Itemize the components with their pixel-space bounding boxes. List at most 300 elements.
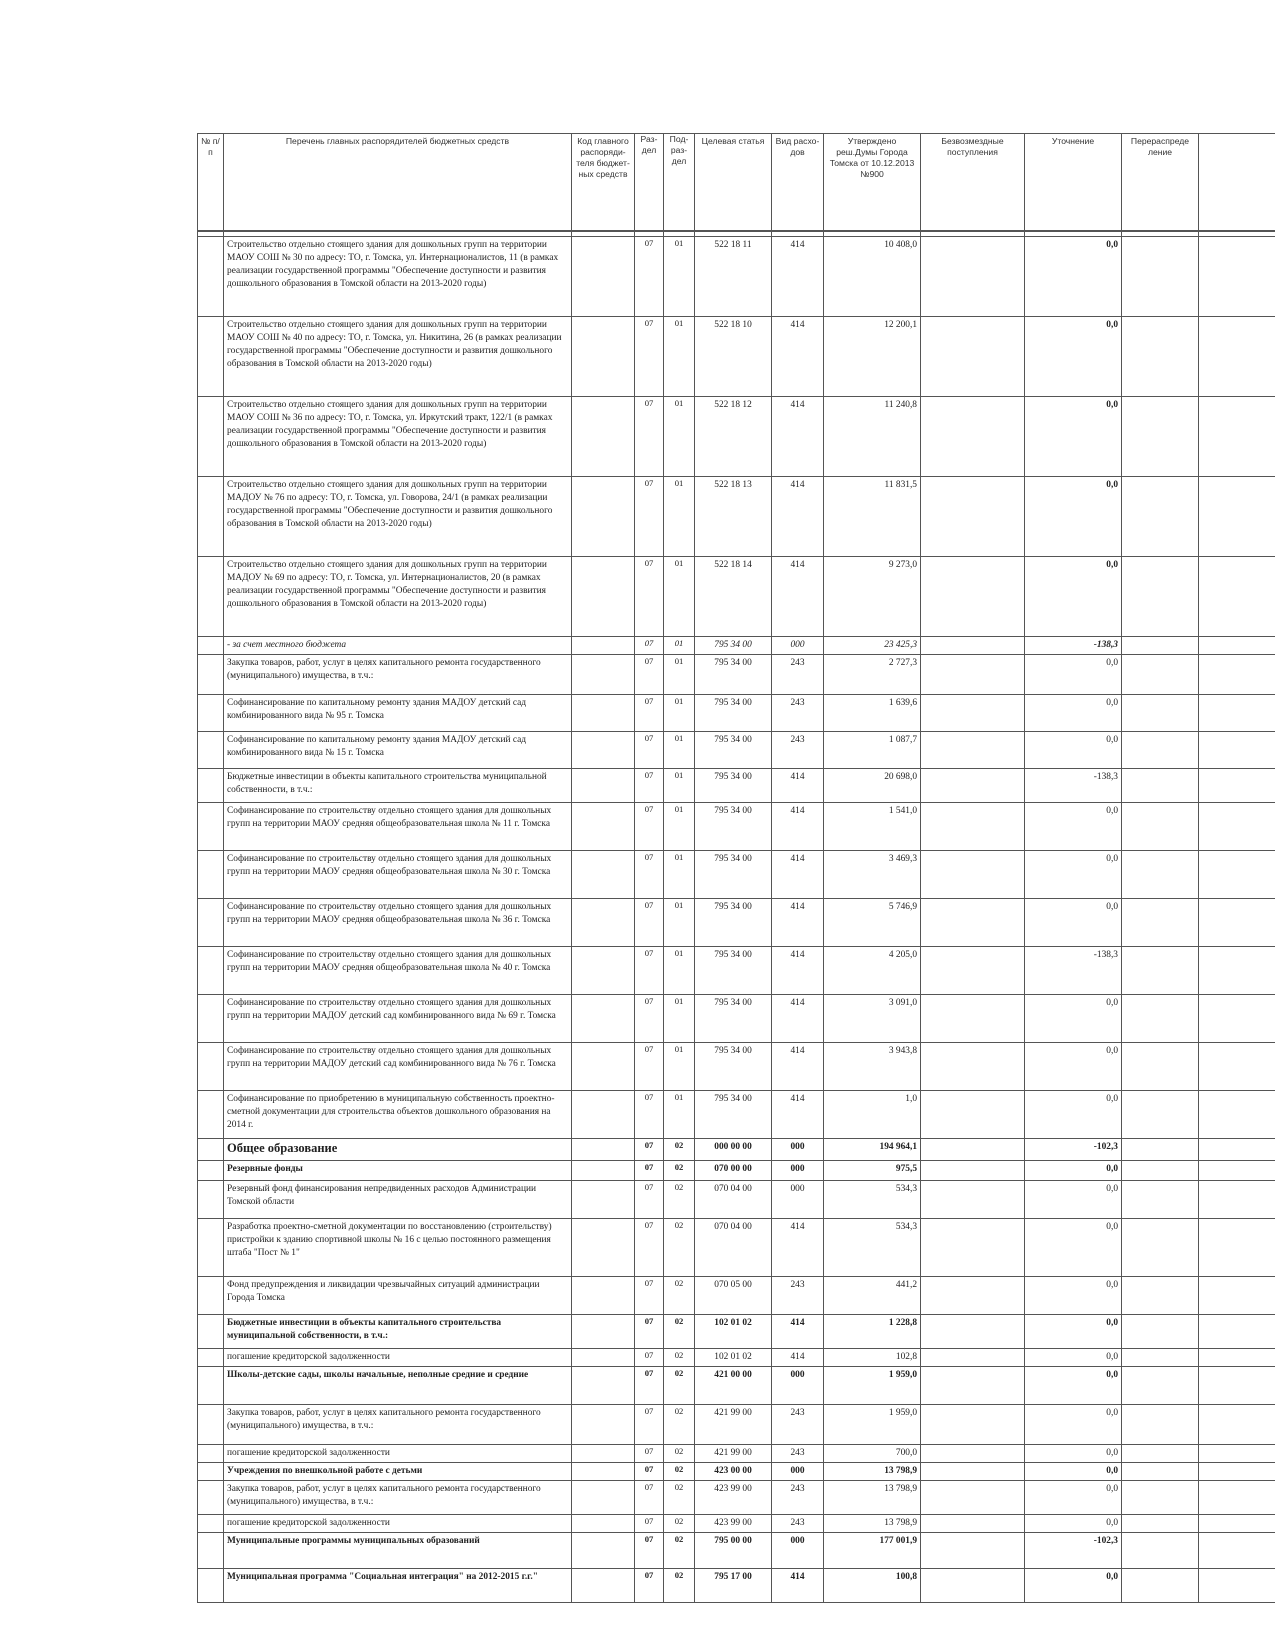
adjustment-cell: 0,0 xyxy=(1025,1569,1122,1603)
adjustment-cell: 0,0 xyxy=(1025,899,1122,947)
adjustment-cell: 0,0 xyxy=(1025,732,1122,769)
target-cell: 423 99 00 xyxy=(695,1515,772,1533)
extra-cell xyxy=(1199,695,1275,732)
adjustment-cell: 0,0 xyxy=(1025,557,1122,637)
name-cell: Резервный фонд финансирования непредвиденных расходов Администрации Томской области xyxy=(224,1181,572,1219)
header-section: Раз- дел xyxy=(635,134,664,232)
table-row xyxy=(198,851,1275,899)
num-cell xyxy=(198,1463,224,1481)
expense-type-cell: 414 xyxy=(772,1219,824,1277)
num-cell xyxy=(198,947,224,995)
num-cell xyxy=(198,1091,224,1139)
name-cell: Закупка товаров, работ, услуг в целях капитального ремонта государственного (муниципального) имущества, в т.ч.: xyxy=(224,1405,572,1445)
redistribution-cell xyxy=(1122,1463,1199,1481)
name-cell: Строительство отдельно стоящего здания для дошкольных групп на территории МАДОУ № 76 по адресу: ТО, г. Томска, ул. Говорова, 24/1 (в рамках реализации государственной программы "Обеспечение доступности и развития дошкольного образования в Томской области на 2013-2020 годы) xyxy=(224,477,572,557)
redistribution-cell xyxy=(1122,655,1199,695)
table-row xyxy=(198,803,1275,851)
num-cell xyxy=(198,1277,224,1315)
section-cell: 07 xyxy=(635,851,664,899)
expense-type-cell: 243 xyxy=(772,1277,824,1315)
approved-cell: 3 091,0 xyxy=(824,995,921,1043)
budget-table xyxy=(197,133,1275,1603)
expense-type-cell: 414 xyxy=(772,317,824,397)
approved-cell: 5 746,9 xyxy=(824,899,921,947)
name-cell: Софинансирование по приобретению в муниципальную собственность проектно-сметной документации для строительства объектов дошкольного образования на 2014 г. xyxy=(224,1091,572,1139)
name-cell: Софинансирование по капитальному ремонту здания МАДОУ детский сад комбинированного вида № 95 г. Томска xyxy=(224,695,572,732)
subsection-cell: 02 xyxy=(664,1569,695,1603)
extra-cell xyxy=(1199,1277,1275,1315)
redistribution-cell xyxy=(1122,1405,1199,1445)
approved-cell: 1,0 xyxy=(824,1091,921,1139)
gratuitous-cell xyxy=(921,1445,1025,1463)
gratuitous-cell xyxy=(921,995,1025,1043)
subsection-cell: 01 xyxy=(664,1091,695,1139)
expense-type-cell: 243 xyxy=(772,655,824,695)
num-cell xyxy=(198,317,224,397)
subsection-cell: 01 xyxy=(664,557,695,637)
code-cell xyxy=(572,695,635,732)
redistribution-cell xyxy=(1122,1181,1199,1219)
adjustment-cell: 0,0 xyxy=(1025,1445,1122,1463)
extra-cell xyxy=(1199,1091,1275,1139)
approved-cell: 1 959,0 xyxy=(824,1405,921,1445)
adjustment-cell: 0,0 xyxy=(1025,237,1122,317)
name-cell: Муниципальная программа "Социальная интеграция" на 2012-2015 г.г." xyxy=(224,1569,572,1603)
approved-cell: 12 200,1 xyxy=(824,317,921,397)
num-cell xyxy=(198,695,224,732)
num-cell xyxy=(198,1445,224,1463)
section-cell: 07 xyxy=(635,1091,664,1139)
redistribution-cell xyxy=(1122,1533,1199,1569)
table-row xyxy=(198,732,1275,769)
table-row xyxy=(198,1405,1275,1445)
section-cell: 07 xyxy=(635,1463,664,1481)
expense-type-cell: 000 xyxy=(772,1367,824,1405)
num-cell xyxy=(198,557,224,637)
redistribution-cell xyxy=(1122,1091,1199,1139)
name-cell: Софинансирование по строительству отдельно стоящего здания для дошкольных групп на территории МАДОУ детский сад комбинированного вида № 69 г. Томска xyxy=(224,995,572,1043)
adjustment-cell: 0,0 xyxy=(1025,1277,1122,1315)
table-row xyxy=(198,1367,1275,1405)
target-cell: 522 18 12 xyxy=(695,397,772,477)
expense-type-cell: 414 xyxy=(772,477,824,557)
approved-cell: 10 408,0 xyxy=(824,237,921,317)
approved-cell: 3 469,3 xyxy=(824,851,921,899)
extra-cell xyxy=(1199,557,1275,637)
table-row xyxy=(198,1515,1275,1533)
redistribution-cell xyxy=(1122,1277,1199,1315)
extra-cell xyxy=(1199,1181,1275,1219)
header-redistribution: Перераспреде ление xyxy=(1122,134,1199,232)
header-approved: Утверждено реш.Думы Города Томска от 10.12.2013 №900 xyxy=(824,134,921,232)
redistribution-cell xyxy=(1122,1569,1199,1603)
code-cell xyxy=(572,1315,635,1349)
expense-type-cell: 243 xyxy=(772,1405,824,1445)
gratuitous-cell xyxy=(921,1139,1025,1161)
section-cell: 07 xyxy=(635,769,664,803)
expense-type-cell: 414 xyxy=(772,1315,824,1349)
header-name: Перечень главных распорядителей бюджетных средств xyxy=(224,134,572,232)
name-cell: Разработка проектно-сметной документации по восстановлению (строительству) пристройки к зданию спортивной школы № 16 с целью постоянного размещения штаба "Пост № 1" xyxy=(224,1219,572,1277)
table-row xyxy=(198,769,1275,803)
name-cell: Строительство отдельно стоящего здания для дошкольных групп на территории МАОУ СОШ № 36 по адресу: ТО, г. Томска, ул. Иркутский тракт, 122/1 (в рамках реализации государственной программы "Обеспечение доступности и развития дошкольного образования в Томской области на 2013-2020 годы) xyxy=(224,397,572,477)
section-cell: 07 xyxy=(635,237,664,317)
code-cell xyxy=(572,1405,635,1445)
subsection-cell: 02 xyxy=(664,1315,695,1349)
section-cell: 07 xyxy=(635,1161,664,1181)
extra-cell xyxy=(1199,1139,1275,1161)
expense-type-cell: 000 xyxy=(772,1139,824,1161)
adjustment-cell: -138,3 xyxy=(1025,637,1122,655)
name-cell: погашение кредиторской задолженности xyxy=(224,1515,572,1533)
section-cell: 07 xyxy=(635,732,664,769)
adjustment-cell: 0,0 xyxy=(1025,1181,1122,1219)
adjustment-cell: 0,0 xyxy=(1025,1367,1122,1405)
target-cell: 421 00 00 xyxy=(695,1367,772,1405)
target-cell: 795 34 00 xyxy=(695,637,772,655)
subsection-cell: 01 xyxy=(664,851,695,899)
adjustment-cell: -138,3 xyxy=(1025,769,1122,803)
redistribution-cell xyxy=(1122,1515,1199,1533)
extra-cell xyxy=(1199,1405,1275,1445)
subsection-cell: 02 xyxy=(664,1533,695,1569)
target-cell: 795 34 00 xyxy=(695,803,772,851)
target-cell: 795 34 00 xyxy=(695,947,772,995)
adjustment-cell: -102,3 xyxy=(1025,1139,1122,1161)
approved-cell: 13 798,9 xyxy=(824,1481,921,1515)
adjustment-cell: 0,0 xyxy=(1025,317,1122,397)
table-row xyxy=(198,1349,1275,1367)
target-cell: 423 00 00 xyxy=(695,1463,772,1481)
table-row xyxy=(198,1533,1275,1569)
table-row xyxy=(198,397,1275,477)
header-subsection: Под- раз- дел xyxy=(664,134,695,232)
approved-cell: 700,0 xyxy=(824,1445,921,1463)
approved-cell: 534,3 xyxy=(824,1181,921,1219)
code-cell xyxy=(572,557,635,637)
section-cell: 07 xyxy=(635,695,664,732)
section-cell: 07 xyxy=(635,899,664,947)
approved-cell: 102,8 xyxy=(824,1349,921,1367)
subsection-cell: 01 xyxy=(664,995,695,1043)
section-cell: 07 xyxy=(635,1349,664,1367)
redistribution-cell xyxy=(1122,397,1199,477)
num-cell xyxy=(198,1515,224,1533)
gratuitous-cell xyxy=(921,1463,1025,1481)
num-cell xyxy=(198,803,224,851)
target-cell: 795 34 00 xyxy=(695,1091,772,1139)
table-row xyxy=(198,477,1275,557)
adjustment-cell: -102,3 xyxy=(1025,1533,1122,1569)
num-cell xyxy=(198,1219,224,1277)
code-cell xyxy=(572,317,635,397)
table-row xyxy=(198,237,1275,317)
expense-type-cell: 243 xyxy=(772,1481,824,1515)
target-cell: 070 00 00 xyxy=(695,1161,772,1181)
section-cell: 07 xyxy=(635,477,664,557)
redistribution-cell xyxy=(1122,769,1199,803)
adjustment-cell: 0,0 xyxy=(1025,1091,1122,1139)
table-row xyxy=(198,1181,1275,1219)
name-cell: Софинансирование по строительству отдельно стоящего здания для дошкольных групп на территории МАДОУ детский сад комбинированного вида № 76 г. Томска xyxy=(224,1043,572,1091)
redistribution-cell xyxy=(1122,477,1199,557)
gratuitous-cell xyxy=(921,947,1025,995)
gratuitous-cell xyxy=(921,1481,1025,1515)
subsection-cell: 02 xyxy=(664,1349,695,1367)
approved-cell: 20 698,0 xyxy=(824,769,921,803)
name-cell: Резервные фонды xyxy=(224,1161,572,1181)
expense-type-cell: 243 xyxy=(772,1515,824,1533)
num-cell xyxy=(198,1181,224,1219)
subsection-cell: 02 xyxy=(664,1463,695,1481)
target-cell: 795 34 00 xyxy=(695,732,772,769)
target-cell: 795 00 00 xyxy=(695,1533,772,1569)
approved-cell: 9 273,0 xyxy=(824,557,921,637)
approved-cell: 441,2 xyxy=(824,1277,921,1315)
target-cell: 522 18 10 xyxy=(695,317,772,397)
approved-cell: 534,3 xyxy=(824,1219,921,1277)
extra-cell xyxy=(1199,769,1275,803)
section-cell: 07 xyxy=(635,637,664,655)
extra-cell xyxy=(1199,1463,1275,1481)
target-cell: 795 34 00 xyxy=(695,695,772,732)
approved-cell: 13 798,9 xyxy=(824,1463,921,1481)
redistribution-cell xyxy=(1122,1367,1199,1405)
gratuitous-cell xyxy=(921,851,1025,899)
expense-type-cell: 414 xyxy=(772,557,824,637)
name-cell: погашение кредиторской задолженности xyxy=(224,1445,572,1463)
name-cell: Софинансирование по строительству отдельно стоящего здания для дошкольных групп на территории МАОУ средняя общеобразовательная школа № 36 г. Томска xyxy=(224,899,572,947)
num-cell xyxy=(198,1139,224,1161)
redistribution-cell xyxy=(1122,1139,1199,1161)
code-cell xyxy=(572,1219,635,1277)
redistribution-cell xyxy=(1122,899,1199,947)
num-cell xyxy=(198,851,224,899)
expense-type-cell: 414 xyxy=(772,1349,824,1367)
subsection-cell: 02 xyxy=(664,1181,695,1219)
extra-cell xyxy=(1199,947,1275,995)
approved-cell: 100,8 xyxy=(824,1569,921,1603)
section-cell: 07 xyxy=(635,1043,664,1091)
gratuitous-cell xyxy=(921,803,1025,851)
adjustment-cell: 0,0 xyxy=(1025,397,1122,477)
gratuitous-cell xyxy=(921,732,1025,769)
adjustment-cell: 0,0 xyxy=(1025,655,1122,695)
code-cell xyxy=(572,995,635,1043)
subsection-cell: 02 xyxy=(664,1219,695,1277)
subsection-cell: 02 xyxy=(664,1481,695,1515)
approved-cell: 23 425,3 xyxy=(824,637,921,655)
section-cell: 07 xyxy=(635,1405,664,1445)
section-cell: 07 xyxy=(635,1533,664,1569)
num-cell xyxy=(198,1405,224,1445)
code-cell xyxy=(572,1445,635,1463)
expense-type-cell: 243 xyxy=(772,695,824,732)
target-cell: 795 34 00 xyxy=(695,851,772,899)
code-cell xyxy=(572,899,635,947)
gratuitous-cell xyxy=(921,1515,1025,1533)
gratuitous-cell xyxy=(921,1277,1025,1315)
redistribution-cell xyxy=(1122,1315,1199,1349)
extra-cell xyxy=(1199,899,1275,947)
adjustment-cell: 0,0 xyxy=(1025,1043,1122,1091)
redistribution-cell xyxy=(1122,732,1199,769)
header-code: Код главного распоряди- теля бюджет- ных средств xyxy=(572,134,635,232)
section-cell: 07 xyxy=(635,317,664,397)
num-cell xyxy=(198,237,224,317)
target-cell: 000 00 00 xyxy=(695,1139,772,1161)
subsection-cell: 02 xyxy=(664,1277,695,1315)
num-cell xyxy=(198,1315,224,1349)
section-cell: 07 xyxy=(635,1481,664,1515)
approved-cell: 177 001,9 xyxy=(824,1533,921,1569)
adjustment-cell: 0,0 xyxy=(1025,1349,1122,1367)
code-cell xyxy=(572,803,635,851)
name-cell: Закупка товаров, работ, услуг в целях капитального ремонта государственного (муниципального) имущества, в т.ч.: xyxy=(224,1481,572,1515)
gratuitous-cell xyxy=(921,637,1025,655)
table-row xyxy=(198,1139,1275,1161)
num-cell xyxy=(198,995,224,1043)
redistribution-cell xyxy=(1122,1481,1199,1515)
gratuitous-cell xyxy=(921,1315,1025,1349)
code-cell xyxy=(572,1161,635,1181)
code-cell xyxy=(572,1349,635,1367)
extra-cell xyxy=(1199,397,1275,477)
redistribution-cell xyxy=(1122,995,1199,1043)
extra-cell xyxy=(1199,237,1275,317)
extra-cell xyxy=(1199,1161,1275,1181)
subsection-cell: 01 xyxy=(664,695,695,732)
adjustment-cell: 0,0 xyxy=(1025,1219,1122,1277)
extra-cell xyxy=(1199,1315,1275,1349)
adjustment-cell: 0,0 xyxy=(1025,1481,1122,1515)
extra-cell xyxy=(1199,732,1275,769)
subsection-cell: 02 xyxy=(664,1405,695,1445)
name-cell: Муниципальные программы муниципальных образований xyxy=(224,1533,572,1569)
target-cell: 070 05 00 xyxy=(695,1277,772,1315)
adjustment-cell: 0,0 xyxy=(1025,1515,1122,1533)
expense-type-cell: 000 xyxy=(772,1463,824,1481)
redistribution-cell xyxy=(1122,947,1199,995)
table-row xyxy=(198,1277,1275,1315)
num-cell xyxy=(198,1569,224,1603)
name-cell: Бюджетные инвестиции в объекты капитального строительства муниципальной собственности, в т.ч.: xyxy=(224,1315,572,1349)
name-cell: Общее образование xyxy=(224,1139,572,1161)
table-row xyxy=(198,695,1275,732)
table-row xyxy=(198,637,1275,655)
section-cell: 07 xyxy=(635,1445,664,1463)
target-cell: 795 34 00 xyxy=(695,995,772,1043)
extra-cell xyxy=(1199,1349,1275,1367)
code-cell xyxy=(572,947,635,995)
extra-cell xyxy=(1199,1367,1275,1405)
approved-cell: 1 228,8 xyxy=(824,1315,921,1349)
num-cell xyxy=(198,1481,224,1515)
code-cell xyxy=(572,1181,635,1219)
section-cell: 07 xyxy=(635,995,664,1043)
target-cell: 421 99 00 xyxy=(695,1405,772,1445)
gratuitous-cell xyxy=(921,1091,1025,1139)
adjustment-cell: 0,0 xyxy=(1025,1161,1122,1181)
subsection-cell: 01 xyxy=(664,732,695,769)
expense-type-cell: 414 xyxy=(772,851,824,899)
table-row xyxy=(198,1569,1275,1603)
name-cell: Софинансирование по строительству отдельно стоящего здания для дошкольных групп на территории МАОУ средняя общеобразовательная школа № 30 г. Томска xyxy=(224,851,572,899)
adjustment-cell: 0,0 xyxy=(1025,477,1122,557)
name-cell: Фонд предупреждения и ликвидации чрезвычайных ситуаций администрации Города Томска xyxy=(224,1277,572,1315)
section-cell: 07 xyxy=(635,803,664,851)
adjustment-cell: 0,0 xyxy=(1025,695,1122,732)
section-cell: 07 xyxy=(635,1515,664,1533)
name-cell: - за счет местного бюджета xyxy=(224,637,572,655)
header-adjustment: Уточнение xyxy=(1025,134,1122,232)
gratuitous-cell xyxy=(921,1349,1025,1367)
target-cell: 795 34 00 xyxy=(695,1043,772,1091)
code-cell xyxy=(572,637,635,655)
target-cell: 423 99 00 xyxy=(695,1481,772,1515)
section-cell: 07 xyxy=(635,1367,664,1405)
gratuitous-cell xyxy=(921,1367,1025,1405)
subsection-cell: 01 xyxy=(664,1043,695,1091)
target-cell: 102 01 02 xyxy=(695,1315,772,1349)
target-cell: 102 01 02 xyxy=(695,1349,772,1367)
extra-cell xyxy=(1199,1533,1275,1569)
subsection-cell: 01 xyxy=(664,769,695,803)
redistribution-cell xyxy=(1122,1349,1199,1367)
gratuitous-cell xyxy=(921,557,1025,637)
num-cell xyxy=(198,1533,224,1569)
budget-table-sheet xyxy=(197,133,1275,1650)
section-cell: 07 xyxy=(635,1569,664,1603)
code-cell xyxy=(572,1533,635,1569)
approved-cell: 194 964,1 xyxy=(824,1139,921,1161)
redistribution-cell xyxy=(1122,237,1199,317)
table-row xyxy=(198,899,1275,947)
expense-type-cell: 000 xyxy=(772,637,824,655)
target-cell: 070 04 00 xyxy=(695,1181,772,1219)
approved-cell: 1 959,0 xyxy=(824,1367,921,1405)
approved-cell: 975,5 xyxy=(824,1161,921,1181)
extra-cell xyxy=(1199,851,1275,899)
extra-cell xyxy=(1199,1445,1275,1463)
subsection-cell: 02 xyxy=(664,1161,695,1181)
target-cell: 522 18 14 xyxy=(695,557,772,637)
num-cell xyxy=(198,1367,224,1405)
gratuitous-cell xyxy=(921,1181,1025,1219)
expense-type-cell: 414 xyxy=(772,1091,824,1139)
gratuitous-cell xyxy=(921,237,1025,317)
header-gratuitous: Безвозмездные поступления xyxy=(921,134,1025,232)
section-cell: 07 xyxy=(635,1181,664,1219)
name-cell: Софинансирование по строительству отдельно стоящего здания для дошкольных групп на территории МАОУ средняя общеобразовательная школа № 40 г. Томска xyxy=(224,947,572,995)
adjustment-cell: -138,3 xyxy=(1025,947,1122,995)
adjustment-cell: 0,0 xyxy=(1025,1405,1122,1445)
adjustment-cell: 0,0 xyxy=(1025,1315,1122,1349)
extra-cell xyxy=(1199,655,1275,695)
code-cell xyxy=(572,237,635,317)
gratuitous-cell xyxy=(921,477,1025,557)
approved-cell: 1 639,6 xyxy=(824,695,921,732)
code-cell xyxy=(572,1569,635,1603)
approved-cell: 4 205,0 xyxy=(824,947,921,995)
name-cell: Строительство отдельно стоящего здания для дошкольных групп на территории МАДОУ № 69 по адресу: ТО, г. Томска, ул. Интернационалистов, 20 (в рамках реализации государственной программы "Обеспечение доступности и развития дошкольного образования в Томской области на 2013-2020 годы) xyxy=(224,557,572,637)
subsection-cell: 01 xyxy=(664,397,695,477)
gratuitous-cell xyxy=(921,695,1025,732)
section-cell: 07 xyxy=(635,1315,664,1349)
redistribution-cell xyxy=(1122,557,1199,637)
extra-cell xyxy=(1199,1043,1275,1091)
redistribution-cell xyxy=(1122,1445,1199,1463)
